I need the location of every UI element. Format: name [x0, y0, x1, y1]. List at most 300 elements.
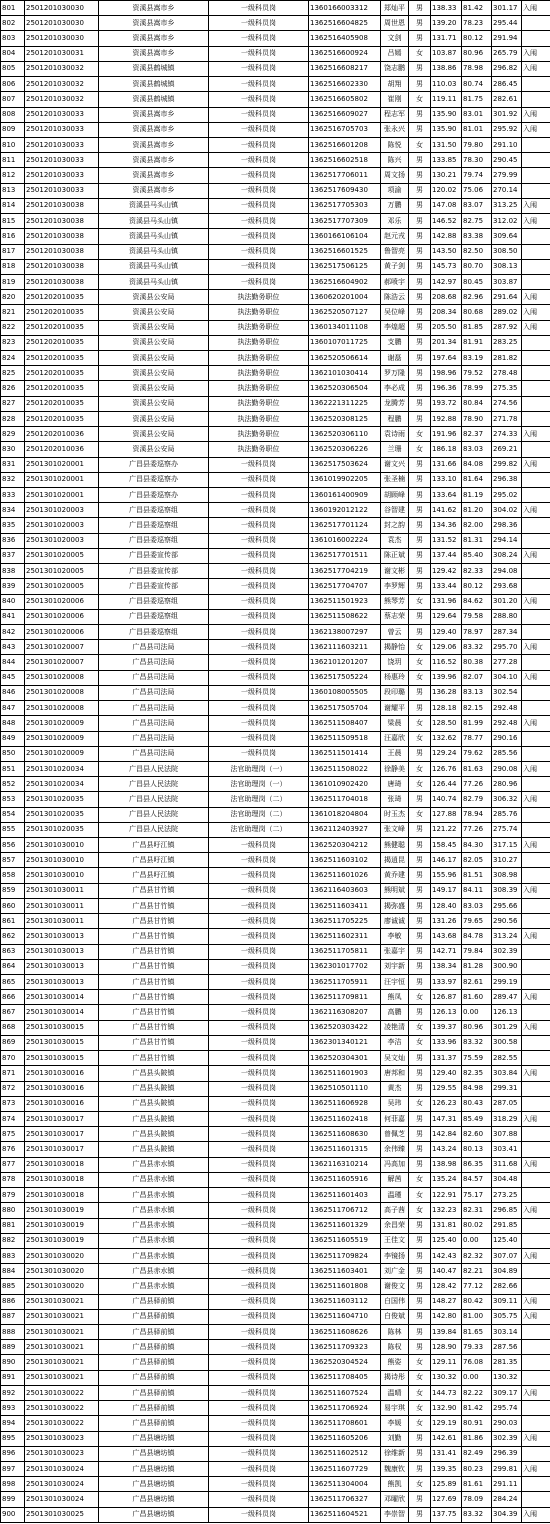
table-cell: 132.90 — [431, 1401, 462, 1416]
table-cell: 执法勤务职位 — [209, 442, 309, 457]
table-row — [1, 1294, 550, 1309]
table-cell: 男 — [409, 1127, 431, 1142]
table-cell: 2501301020006 — [25, 594, 99, 609]
table-cell: 1362511603411 — [309, 898, 381, 913]
table-cell: 135.90 — [431, 122, 462, 137]
table-cell: 83.07 — [462, 198, 492, 213]
table-row — [1, 122, 550, 137]
table-cell: 2501301020005 — [25, 579, 99, 594]
table-cell: 入闱 — [522, 929, 550, 944]
table-cell: 131.37 — [431, 1051, 462, 1066]
table-cell: 1362511603112 — [309, 1294, 381, 1309]
table-cell: 822 — [1, 320, 25, 335]
table-cell: 一级科员岗 — [209, 1294, 309, 1309]
table-cell: 入闱 — [522, 716, 550, 731]
table-cell: 李洁 — [381, 1035, 409, 1050]
table-cell — [522, 153, 550, 168]
table-cell: 864 — [1, 959, 25, 974]
table-cell: 吴玮 — [381, 1096, 409, 1111]
table-cell: 一级科员岗 — [209, 46, 309, 61]
table-row — [1, 594, 550, 609]
table-cell: 2501202010035 — [25, 335, 99, 350]
table-cell: 资溪县鹤城镇 — [99, 61, 209, 76]
table-cell: 1362511601329 — [309, 1218, 381, 1233]
table-cell: 谢俊文 — [381, 1279, 409, 1294]
table-cell: 男 — [409, 533, 431, 548]
table-cell: 120.02 — [431, 183, 462, 198]
table-cell: 2501301030015 — [25, 1035, 99, 1050]
table-cell: 入闱 — [522, 1385, 550, 1400]
table-row — [1, 457, 550, 472]
table-row — [1, 1157, 550, 1172]
table-cell: 资溪县嵩市乡 — [99, 16, 209, 31]
table-cell: 男 — [409, 1066, 431, 1081]
table-cell: 2501301030021 — [25, 1294, 99, 1309]
table-cell: 入闱 — [522, 1157, 550, 1172]
table-cell: 849 — [1, 731, 25, 746]
table-cell: 周文扬 — [381, 168, 409, 183]
table-cell: 158.45 — [431, 838, 462, 853]
table-cell: 执法勤务职位 — [209, 366, 309, 381]
table-cell: 1362101030414 — [309, 366, 381, 381]
table-cell: 132.23 — [431, 1203, 462, 1218]
table-cell — [522, 244, 550, 259]
table-cell: 一级科员岗 — [209, 1, 309, 16]
table-cell: 刘广金 — [381, 1264, 409, 1279]
table-cell: 女 — [409, 761, 431, 776]
table-cell: 126.23 — [431, 1096, 462, 1111]
table-cell: 入闱 — [522, 792, 550, 807]
table-cell: 133.64 — [431, 488, 462, 503]
table-cell: 1360166106104 — [309, 229, 381, 244]
table-cell: 汪宇恒 — [381, 975, 409, 990]
table-cell: 一级科员岗 — [209, 1264, 309, 1279]
table-cell: 1362511602512 — [309, 1446, 381, 1461]
table-cell: 广昌县赤水镇 — [99, 1248, 209, 1263]
table-cell: 291.64 — [492, 290, 522, 305]
table-cell: 292.48 — [492, 701, 522, 716]
table-cell — [522, 609, 550, 624]
table-cell: 1362520507127 — [309, 305, 381, 320]
table-cell: 广昌县司法局 — [99, 746, 209, 761]
table-cell: 80.96 — [462, 46, 492, 61]
table-cell: 一级科员岗 — [209, 16, 309, 31]
table-cell: 883 — [1, 1248, 25, 1263]
table-cell: 192.88 — [431, 411, 462, 426]
table-row — [1, 1051, 550, 1066]
table-cell: 131.66 — [431, 457, 462, 472]
table-row — [1, 198, 550, 213]
table-row — [1, 746, 550, 761]
table-cell: 广昌县甘竹镇 — [99, 975, 209, 990]
table-cell: 79.74 — [462, 168, 492, 183]
table-cell: 891 — [1, 1370, 25, 1385]
table-cell: 广昌县驿前镇 — [99, 1401, 209, 1416]
table-cell: 289.02 — [492, 305, 522, 320]
table-cell: 84.78 — [462, 929, 492, 944]
table-row — [1, 92, 550, 107]
table-cell: 2501301030017 — [25, 1111, 99, 1126]
table-cell: 一级科员岗 — [209, 183, 309, 198]
table-cell: 温瑾 — [381, 1188, 409, 1203]
table-cell: 85.49 — [462, 1111, 492, 1126]
table-cell: 女 — [409, 1035, 431, 1050]
table-cell — [522, 1279, 550, 1294]
table-cell: 2501201030033 — [25, 183, 99, 198]
table-cell: 131.96 — [431, 594, 462, 609]
table-cell: 2501202010035 — [25, 351, 99, 366]
table-cell: 1362511603401 — [309, 1264, 381, 1279]
table-cell: 892 — [1, 1385, 25, 1400]
table-cell: 2501301020009 — [25, 731, 99, 746]
table-cell: 125.40 — [431, 1233, 462, 1248]
table-row — [1, 472, 550, 487]
table-cell: 男 — [409, 259, 431, 274]
table-row — [1, 366, 550, 381]
table-cell: 广昌县驿前镇 — [99, 1309, 209, 1324]
table-cell: 1362511708405 — [309, 1370, 381, 1385]
table-cell: 一级科员岗 — [209, 1431, 309, 1446]
table-cell — [522, 1416, 550, 1431]
table-cell: 广昌县人民法院 — [99, 822, 209, 837]
table-cell: 1360620201004 — [309, 290, 381, 305]
table-cell: 872 — [1, 1081, 25, 1096]
table-cell: 2501301030020 — [25, 1248, 99, 1263]
table-cell: 139.37 — [431, 1020, 462, 1035]
table-cell: 1362511501414 — [309, 746, 381, 761]
table-cell: 208.34 — [431, 305, 462, 320]
table-cell: 308.50 — [492, 244, 522, 259]
table-row — [1, 61, 550, 76]
table-cell: 125.40 — [492, 1233, 522, 1248]
table-cell: 男 — [409, 351, 431, 366]
table-cell: 294.08 — [492, 564, 522, 579]
table-cell: 128.18 — [431, 701, 462, 716]
table-cell: 揭逍昆 — [381, 853, 409, 868]
table-cell: 2501301030021 — [25, 1309, 99, 1324]
table-cell: 广昌县委巡察组 — [99, 594, 209, 609]
table-cell: 126.13 — [492, 1005, 522, 1020]
table-cell: 893 — [1, 1401, 25, 1416]
table-cell: 873 — [1, 1096, 25, 1111]
table-cell: 刘勤 — [381, 1431, 409, 1446]
table-cell: 入闱 — [522, 1462, 550, 1477]
table-cell: 279.99 — [492, 168, 522, 183]
table-cell: 824 — [1, 351, 25, 366]
table-cell: 资溪县嵩市乡 — [99, 31, 209, 46]
table-cell: 2501201030033 — [25, 107, 99, 122]
table-row — [1, 1142, 550, 1157]
table-cell: 谢文兴 — [381, 457, 409, 472]
table-cell: 2501201030031 — [25, 46, 99, 61]
table-cell: 896 — [1, 1446, 25, 1461]
table-cell: 281.35 — [492, 1355, 522, 1370]
table-cell: 295.74 — [492, 1401, 522, 1416]
table-cell: 1362520303422 — [309, 1020, 381, 1035]
table-cell: 男 — [409, 898, 431, 913]
table-cell: 男 — [409, 16, 431, 31]
table-cell: 2501301030016 — [25, 1081, 99, 1096]
table-cell: 1362516602330 — [309, 77, 381, 92]
table-cell: 男 — [409, 868, 431, 883]
table-cell: 广昌县头陂镇 — [99, 1066, 209, 1081]
table-cell: 1362112403927 — [309, 822, 381, 837]
table-cell: 81.00 — [462, 1309, 492, 1324]
table-row — [1, 77, 550, 92]
table-cell: 1362116403603 — [309, 883, 381, 898]
table-cell: 魏康钦 — [381, 1462, 409, 1477]
table-cell: 1362520304524 — [309, 1355, 381, 1370]
table-cell: 2501301020035 — [25, 822, 99, 837]
table-cell: 男 — [409, 274, 431, 289]
table-cell: 133.85 — [431, 153, 462, 168]
table-cell: 男 — [409, 975, 431, 990]
table-cell: 资溪县嵩市乡 — [99, 1, 209, 16]
table-cell: 318.29 — [492, 1111, 522, 1126]
table-cell: 2501301030017 — [25, 1142, 99, 1157]
table-cell: 1362510501110 — [309, 1081, 381, 1096]
table-cell: 一级科员岗 — [209, 1081, 309, 1096]
table-row — [1, 137, 550, 152]
table-cell — [522, 1051, 550, 1066]
table-cell: 81.20 — [462, 503, 492, 518]
table-cell: 2501201030032 — [25, 61, 99, 76]
table-cell: 295.70 — [492, 640, 522, 655]
table-cell: 资溪县嵩市乡 — [99, 46, 209, 61]
table-cell: 广昌县驿前镇 — [99, 1385, 209, 1400]
table-row — [1, 792, 550, 807]
table-cell: 81.91 — [462, 335, 492, 350]
table-cell: 广昌县甘竹镇 — [99, 1051, 209, 1066]
table-cell: 男 — [409, 822, 431, 837]
table-cell: 1362511706327 — [309, 1492, 381, 1507]
table-cell — [522, 807, 550, 822]
table-cell: 女 — [409, 777, 431, 792]
table-cell — [522, 564, 550, 579]
table-cell: 300.90 — [492, 959, 522, 974]
table-cell: 一级科员岗 — [209, 1325, 309, 1340]
table-cell: 293.68 — [492, 579, 522, 594]
table-cell: 133.44 — [431, 579, 462, 594]
table-row — [1, 807, 550, 822]
table-cell: 男 — [409, 396, 431, 411]
table-cell: 广昌县赤水镇 — [99, 1157, 209, 1172]
table-cell: 一级科员岗 — [209, 1157, 309, 1172]
table-cell: 273.25 — [492, 1188, 522, 1203]
table-cell: 1362116310214 — [309, 1157, 381, 1172]
table-cell: 80.68 — [462, 305, 492, 320]
table-cell: 吴位峰 — [381, 305, 409, 320]
table-cell: 2501202010036 — [25, 427, 99, 442]
table-row — [1, 411, 550, 426]
table-cell: 熊凯 — [381, 1477, 409, 1492]
table-row — [1, 1005, 550, 1020]
table-cell: 入闱 — [522, 594, 550, 609]
table-cell: 法官助理岗（二） — [209, 792, 309, 807]
table-cell: 2501301030021 — [25, 1370, 99, 1385]
table-cell: 入闱 — [522, 1, 550, 16]
table-cell: 2501202010035 — [25, 290, 99, 305]
table-row — [1, 1020, 550, 1035]
table-cell: 女 — [409, 990, 431, 1005]
table-cell: 2501301030011 — [25, 898, 99, 913]
table-cell: 广昌县驿前镇 — [99, 1355, 209, 1370]
table-cell: 866 — [1, 990, 25, 1005]
table-cell — [522, 168, 550, 183]
table-cell — [522, 1446, 550, 1461]
table-cell: 高子茜 — [381, 1203, 409, 1218]
table-cell: 1362517701124 — [309, 518, 381, 533]
table-cell: 广昌县赤水镇 — [99, 1172, 209, 1187]
table-cell: 83.13 — [462, 685, 492, 700]
table-cell: 1362511601903 — [309, 1066, 381, 1081]
table-cell: 男 — [409, 107, 431, 122]
table-cell: 313.24 — [492, 929, 522, 944]
table-cell: 311.68 — [492, 1157, 522, 1172]
table-cell: 2501201030038 — [25, 259, 99, 274]
table-cell: 269.21 — [492, 442, 522, 457]
table-cell: 1362517503624 — [309, 457, 381, 472]
table-cell: 2501201030032 — [25, 77, 99, 92]
table-cell: 133.97 — [431, 975, 462, 990]
table-row — [1, 442, 550, 457]
table-cell — [522, 1233, 550, 1248]
table-cell: 入闱 — [522, 457, 550, 472]
table-cell: 男 — [409, 1111, 431, 1126]
table-row — [1, 259, 550, 274]
table-cell: 80.45 — [462, 274, 492, 289]
table-cell: 82.79 — [462, 792, 492, 807]
table-cell: 271.78 — [492, 411, 522, 426]
table-cell: 广昌县委巡察组 — [99, 503, 209, 518]
table-cell: 296.82 — [492, 61, 522, 76]
table-cell: 852 — [1, 777, 25, 792]
table-cell: 一级科员岗 — [209, 914, 309, 929]
table-cell: 875 — [1, 1127, 25, 1142]
table-cell: 男 — [409, 609, 431, 624]
table-cell: 299.19 — [492, 975, 522, 990]
table-cell: 女 — [409, 1188, 431, 1203]
table-cell: 入闱 — [522, 320, 550, 335]
table-cell: 男 — [409, 685, 431, 700]
table-cell: 869 — [1, 1035, 25, 1050]
table-row — [1, 31, 550, 46]
table-cell: 886 — [1, 1294, 25, 1309]
table-cell: 男 — [409, 122, 431, 137]
table-cell: 男 — [409, 746, 431, 761]
table-cell: 148.27 — [431, 1294, 462, 1309]
table-cell: 执法勤务职位 — [209, 320, 309, 335]
table-cell: 291.85 — [492, 1218, 522, 1233]
table-cell: 鲁智亮 — [381, 244, 409, 259]
table-cell: 资溪县马头山镇 — [99, 214, 209, 229]
table-cell: 凌艳清 — [381, 1020, 409, 1035]
table-cell: 1360107011725 — [309, 335, 381, 350]
table-cell: 155.96 — [431, 868, 462, 883]
table-cell: 2501301030023 — [25, 1431, 99, 1446]
table-cell: 程鹏 — [381, 411, 409, 426]
table-cell: 广昌县头陂镇 — [99, 1111, 209, 1126]
table-cell: 2501301030017 — [25, 1127, 99, 1142]
table-cell: 1362511709811 — [309, 990, 381, 1005]
table-cell: 270.14 — [492, 183, 522, 198]
table-cell: 82.50 — [462, 244, 492, 259]
table-cell: 2501201030030 — [25, 31, 99, 46]
table-cell: 广昌县委宣传部 — [99, 564, 209, 579]
table-cell: 2501301030013 — [25, 975, 99, 990]
table-cell: 万鹏 — [381, 198, 409, 213]
table-cell: 2501201030038 — [25, 198, 99, 213]
table-cell: 广昌县赤水镇 — [99, 1188, 209, 1203]
table-cell: 资溪县鹤城镇 — [99, 92, 209, 107]
table-cell: 一级科员岗 — [209, 548, 309, 563]
table-cell: 76.08 — [462, 1355, 492, 1370]
table-cell: 广昌县赤水镇 — [99, 1264, 209, 1279]
table-cell: 1362520306110 — [309, 427, 381, 442]
table-cell: 146.52 — [431, 214, 462, 229]
table-cell: 84.57 — [462, 1172, 492, 1187]
table-cell: 2501301030021 — [25, 1325, 99, 1340]
table-cell: 一级科员岗 — [209, 533, 309, 548]
table-cell: 一级科员岗 — [209, 153, 309, 168]
table-cell: 129.06 — [431, 640, 462, 655]
table-cell: 广昌县甘竹镇 — [99, 1020, 209, 1035]
table-cell: 879 — [1, 1188, 25, 1203]
table-cell: 75.17 — [462, 1188, 492, 1203]
table-cell: 832 — [1, 472, 25, 487]
table-cell: 301.17 — [492, 1, 522, 16]
table-cell: 黄杰 — [381, 1081, 409, 1096]
table-cell: 男 — [409, 1157, 431, 1172]
table-cell: 广昌县赤水镇 — [99, 1279, 209, 1294]
table-cell: 0.00 — [462, 1233, 492, 1248]
table-cell: 83.01 — [462, 107, 492, 122]
table-cell: 858 — [1, 868, 25, 883]
table-cell: 揭弥盛 — [381, 898, 409, 913]
table-cell: 2501301020008 — [25, 670, 99, 685]
table-cell: 129.64 — [431, 609, 462, 624]
table-cell: 入闱 — [522, 305, 550, 320]
table-cell: 838 — [1, 564, 25, 579]
table-cell: 870 — [1, 1051, 25, 1066]
table-cell: 132.62 — [431, 731, 462, 746]
table-cell: 82.15 — [462, 701, 492, 716]
table-cell: 131.50 — [431, 137, 462, 152]
table-cell: 844 — [1, 655, 25, 670]
table-cell: 307.07 — [492, 1248, 522, 1263]
table-row — [1, 1188, 550, 1203]
table-cell: 一级科员岗 — [209, 122, 309, 137]
table-cell: 1362511304004 — [309, 1477, 381, 1492]
table-cell: 男 — [409, 503, 431, 518]
table-cell — [522, 1142, 550, 1157]
table-cell: 熊凤 — [381, 990, 409, 1005]
table-cell: 1362221311225 — [309, 396, 381, 411]
table-cell: 资溪县嵩市乡 — [99, 153, 209, 168]
table-cell: 84.30 — [462, 838, 492, 853]
table-cell: 一级科员岗 — [209, 1005, 309, 1020]
table-row — [1, 975, 550, 990]
table-cell — [522, 472, 550, 487]
table-cell: 811 — [1, 153, 25, 168]
table-cell: 877 — [1, 1157, 25, 1172]
table-cell: 80.96 — [462, 1020, 492, 1035]
table-row — [1, 701, 550, 716]
table-cell: 广昌县赤水镇 — [99, 1203, 209, 1218]
table-cell: 280.96 — [492, 777, 522, 792]
table-cell: 资溪县马头山镇 — [99, 198, 209, 213]
table-cell: 1362516601525 — [309, 244, 381, 259]
